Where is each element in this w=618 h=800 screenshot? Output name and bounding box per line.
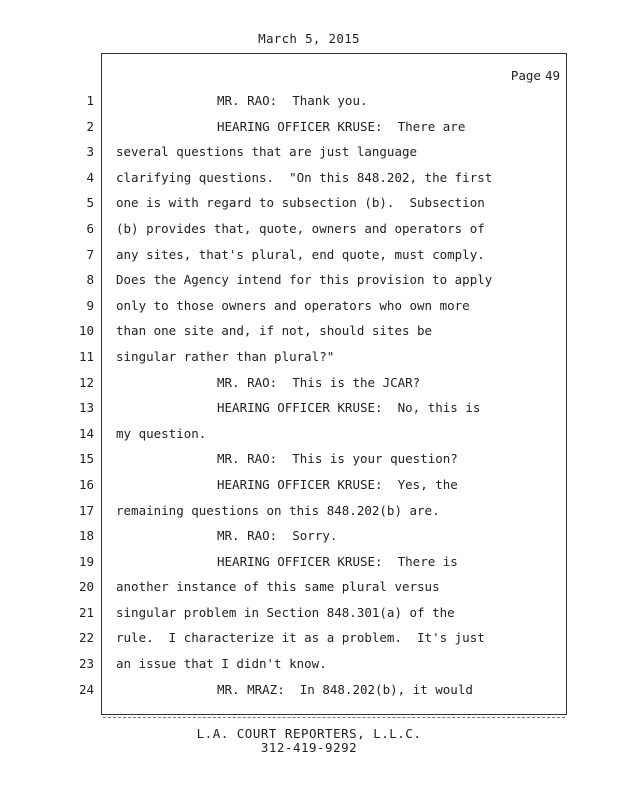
transcript-line: HEARING OFFICER KRUSE: No, this is — [217, 400, 481, 416]
line-number: 1 — [86, 93, 94, 108]
line-number: 14 — [78, 425, 94, 441]
line-number: 15 — [78, 451, 94, 467]
line-number: 11 — [78, 348, 94, 364]
line-number: 2 — [86, 118, 94, 134]
page-label — [507, 68, 560, 83]
transcript-line: Does the Agency intend for this provision to apply — [116, 272, 493, 288]
line-number: 3 — [86, 144, 94, 160]
transcript-line: HEARING OFFICER KRUSE: Yes, the — [217, 476, 458, 492]
line-number: 8 — [86, 272, 94, 288]
line-number: 13 — [78, 400, 94, 416]
transcript-line: my question. — [116, 425, 207, 441]
transcript-line: HEARING OFFICER KRUSE: There is — [217, 553, 458, 569]
transcript-line: another instance of this same plural versus — [116, 579, 440, 595]
transcript-line: several questions that are just language — [116, 144, 418, 160]
line-number: 10 — [78, 323, 94, 339]
line-number: 22 — [78, 630, 94, 646]
line-number: 7 — [86, 246, 94, 262]
transcript-lines — [116, 88, 556, 702]
transcript-line: singular rather than plural?" — [116, 348, 335, 364]
transcript-line: than one site and, if not, should sites be — [116, 323, 433, 339]
transcript-line: any sites, that's plural, end quote, must comply. — [116, 246, 485, 262]
line-number: 12 — [78, 374, 94, 390]
header-date: March 5, 2015 — [258, 31, 360, 46]
transcript-line: only to those owners and operators who own more — [116, 297, 470, 313]
line-number: 5 — [86, 195, 94, 211]
line-number: 9 — [86, 297, 94, 313]
line-number: 16 — [78, 476, 94, 492]
line-number: 24 — [78, 681, 94, 697]
transcript-line: HEARING OFFICER KRUSE: There are — [217, 118, 466, 134]
line-number: 21 — [78, 604, 94, 620]
transcript-line: clarifying questions. "On this 848.202, the first — [116, 169, 493, 185]
footer-phone: 312-419-9292 — [260, 740, 358, 755]
transcript-line: (b) provides that, quote, owners and operators of — [116, 220, 485, 236]
footer — [0, 727, 618, 755]
transcript-line: rule. I characterize it as a problem. It's just — [116, 630, 485, 646]
page-number: 49 — [544, 68, 560, 83]
transcript-line: singular problem in Section 848.301(a) of the — [116, 604, 455, 620]
transcript-line: MR. RAO: This is the JCAR? — [217, 374, 421, 390]
line-number: 4 — [86, 169, 94, 185]
transcript-line: MR. RAO: Sorry. — [217, 528, 338, 544]
line-number: 6 — [86, 220, 94, 236]
transcript-line: MR. RAO: This is your question? — [217, 451, 458, 467]
line-number: 19 — [78, 553, 94, 569]
transcript-line: remaining questions on this 848.202(b) are. — [116, 502, 440, 518]
line-number: 18 — [78, 528, 94, 544]
transcript-line: MR. MRAZ: In 848.202(b), it would — [217, 681, 473, 697]
line-number: 23 — [78, 656, 94, 672]
footer-company: L.A. COURT REPORTERS, L.L.C. — [196, 726, 422, 741]
transcript-line: MR. RAO: Thank you. — [217, 93, 368, 108]
frame-divider — [103, 717, 565, 718]
transcript-line: one is with regard to subsection (b). Subsection — [116, 195, 485, 211]
page-label-text: Page — [510, 68, 541, 83]
line-number-column — [64, 88, 94, 702]
line-number: 17 — [78, 502, 94, 518]
line-number: 20 — [78, 579, 94, 595]
transcript-line: an issue that I didn't know. — [116, 656, 327, 672]
